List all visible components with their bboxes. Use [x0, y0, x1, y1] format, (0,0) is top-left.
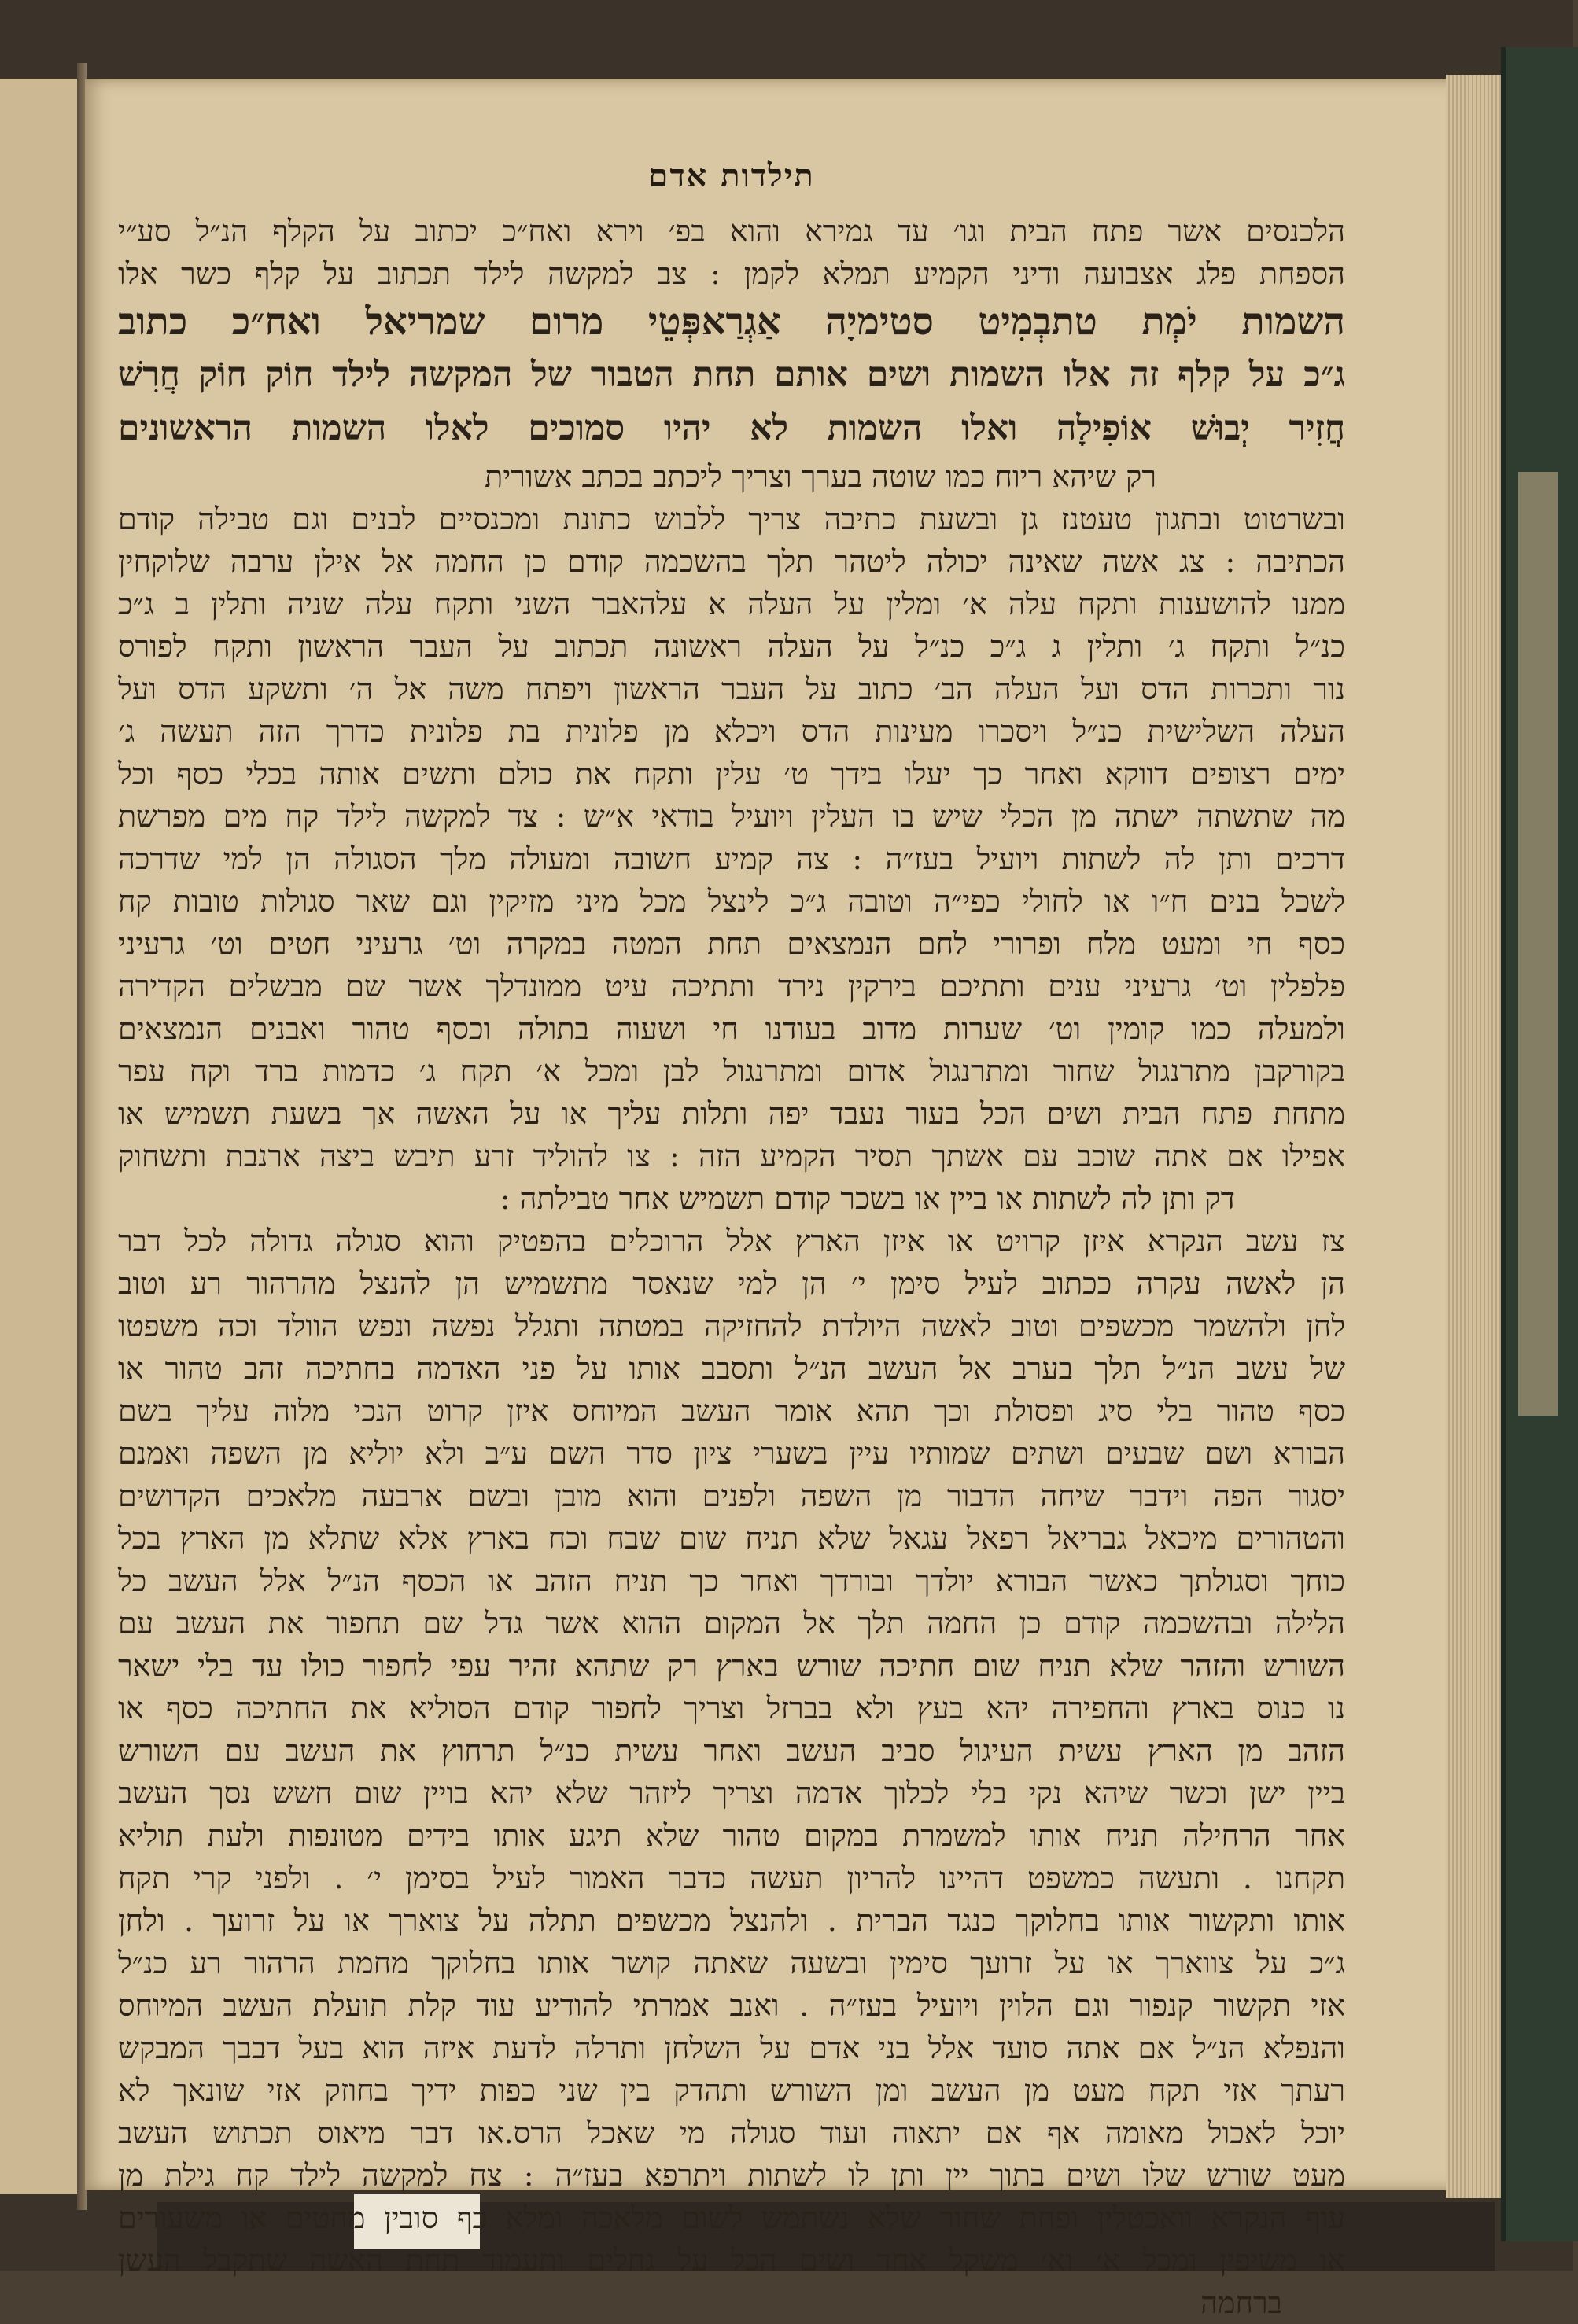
text-line: בקורקבן מתרנגול שחור ומתרנגול אדום ומתרנגול לבן ומכל א׳ תקח ג׳ כדמות ברד וקח עפר [118, 1054, 1345, 1088]
text-line: נור ותכרות הדס ועל העלה הב׳ כתוב על העבר הראשון ויפתח משה אל ה׳ ותשקע הדס ועל [118, 672, 1345, 706]
text-line: פלפלין וט׳ גרעיני ענים ותתיכם בירקין נירד ותתיכה עיט ממונדלך אשר שם מבשלים הקדירה [118, 969, 1345, 1004]
text-line: ולמעלה כמו קומין וט׳ שערות מדוב בעודנו חי ושעוה בתולה וכסף טהור ואבנים הנמצאים [118, 1011, 1345, 1046]
text-line: ג״כ על קלף זה אלו השמות ושים אותם תחת הטבור של המקשה לילד חוֹק חוֹק חֲרִשׁ [118, 355, 1345, 395]
text-line: של עשב הנ״ל תלך בערב אל העשב הנ״ל ותסבב אותו על פני האדמה בחתיכה זהב טהור או [118, 1351, 1345, 1386]
text-line: אזי תקשור קנפור וגם הלוין ויועיל בעז״ה . ואנב אמרתי להודיע עוד קלת תועלת העשב המיוחס [118, 1988, 1346, 2023]
left-page-edge [0, 79, 79, 2194]
text-line: הזהב מן הארץ עשית העיגול סביב העשב ואחר עשית כנ״ל תרחוץ את העשב עם השורש [118, 1733, 1345, 1768]
cover-wear [1518, 472, 1558, 1416]
text-line: ימים רצופים דווקא ואחר כך יעלו בידך ט׳ עלין ותקח את כולם ותשים אותה בכלי כסף וכל [118, 757, 1345, 791]
running-header: תילדות אדם [648, 157, 815, 194]
text-line: כסף טהור בלי סיג ופסולת וכך תהא אומר העשב המיוחס איזן קרוט הנכי מלוה עליך בשם [118, 1394, 1345, 1428]
text-line: ג״כ על צווארך או על זרועך סימין ובשעה שאתה קושר אותו בחלוקך מחמת הרהור רע כנ״ל [118, 1946, 1345, 1980]
text-line: כנ״ל ותקח ג׳ ותלין ג ג״כ כנ״ל על העלה ראשונה תכתוב על העבר הראשון ותקח לפורס [118, 629, 1345, 664]
text-line: אחר הרחילה תניח אותו למשמרת במקום טהור שלא תיגע אותו בידים מטונפות ולעת תוליא [118, 1818, 1345, 1853]
text-line: והנפלא הנ״ל אם אתה סועד אלל בני אדם על השלחן ותרלה לדעת איזה הוא בעל דבבך המבקש [118, 2031, 1345, 2065]
text-line: דק ותן לה לשתות או ביין או בשכר קודם תשמיש אחר טבילתה : [500, 1181, 1235, 1216]
text-line: מתחת פתח הבית ושים הכל בעור נעבד יפה ותלות עליך או על האשה אך בשעת תשמיש או [118, 1096, 1345, 1131]
text-line: הן לאשה עקרה ככתוב לעיל סימן י׳ הן למי שנאסר מתשמיש הן להנצל מהרהור רע וטוב [118, 1266, 1346, 1301]
text-line: והטהורים מיכאל גבריאל רפאל עגאל שלא תניח שום שבח וכח בארץ אלא שתלא מן הארץ בכל [118, 1521, 1345, 1556]
text-body [118, 210, 1345, 2282]
text-line: כוחך וסגולתך כאשר הבורא יולדך ובורדך ואחר כך תניח הזהב או הכסף הנ״ל אלל העשב כל [118, 1563, 1345, 1598]
text-line: הלילה ובהשכמה קודם כן החמה תלך אל המקום ההוא אשר גדל שם תחפור את העשב עם [118, 1606, 1345, 1641]
text-line: לשכל בנים ח״ו או לחולי כפי״ה וטובה ג״כ לינצל מכל מיני מזיקין וגם שאר סגולות טובות קח [118, 884, 1345, 919]
text-line: נו כנוס בארץ והחפירה יהא בעץ ולא בברזל וצריך לחפור קודם הסוליא את החתיכה כסף או [118, 1691, 1345, 1726]
text-line: העלה השלישית כנ״ל ויסכרו מעינות הדס ויכלא מן פלונית בת פלונית כדרך הזה תעשה ג׳ [118, 714, 1345, 749]
text-line: הבורא ושם שבעים ושתים שמותיו עיין בשערי ציון סדר השם ע״ב ולא יוליא מן השפה ואמנם [118, 1436, 1345, 1471]
text-line: אפילו אם אתה שוכב עם אשתך תסיר הקמיע הזה : צו להוליד זרע תיבש ביצה ארנבת ותשחוק [118, 1139, 1345, 1173]
text-line: יוכל לאכול מאומה אף אם יתאוה ועוד סגולה מי שאכל הרס.או דבר מיאוס תכתוש העשב [118, 2116, 1345, 2150]
text-line: כסף חי ומעט מלח ופרורי לחם הנמצאים תחת המטה במקרה וט׳ גרעיני חטים וט׳ גרעיני [118, 926, 1345, 961]
page-content [118, 126, 1345, 2324]
text-line: השורש והזהר שלא תניח שום חתיכה שורש בארץ רק שתהא זהיר עפי לחפור כולו עד בלי ישאר [118, 1648, 1345, 1683]
text-line: אותו ותקשור אותו בחלוקך כנגד הברית . ולהנצל מכשפים תתלה על צוארך או על זרועך . ולחן [118, 1903, 1345, 1938]
text-line: ובשרטוט ובתגון טעטנז גן ובשעת כתיבה צריך ללבוש כתונת ומכנסיים לבנים וגם טבילה קודם [118, 502, 1345, 536]
text-line: דרכים ותן לה לשתות ויועיל בעז״ה : צה קמיע חשובה ומעולה מלך הסגולה הן למי שדרכה [118, 842, 1345, 876]
text-line: או משיפין ומכל א׳ וא׳ משקל אחד ושים הכל על גחלים ותעמוד תחת האשה שתקבל העשן [118, 2243, 1345, 2278]
text-line: מעט שורש שלו ושים בתוך יין ותן לו לשתות ויתרפא בעז״ה : צח למקשה לילד קח גילת מן [118, 2158, 1345, 2193]
text-line: הכתיבה : צג אשה שאינה יכולה ליטהר תלך בהשכמה קודם כן החמה אל אילן ערבה שלוקחין [118, 544, 1345, 579]
text-line: מה שתשתה ישתה מן הכלי שיש בו העלין ויועיל בודאי א״ש : צד למקשה לילד קח מים מפרשת [118, 799, 1345, 834]
text-line: צז עשב הנקרא איזן קרויט או איזן הארץ אלל הרוכלים בהפטיק והוא סגולה גדולה לכל דבר [118, 1224, 1345, 1258]
text-line: תקחנו . ותעשה כמשפט דהיינו להריון תעשה כדבר האמור לעיל בסימן י׳ . ולפני קרי תקח [118, 1861, 1345, 1895]
text-line: הספחת פלג אצבועה ודיני הקמיע תמלא לקמן : צב למקשה לילד תכתוב על קלף כשר אלו [118, 256, 1345, 291]
text-line: חֲזִיר יְבוּשׁ אוֹפִילָה ואלו השמות לא יהיו סמוכים לאלו השמות הראשונים [118, 408, 1345, 448]
text-line: רעתך אזי תקח מעט מן העשב ומן השורש ותהדק בין שני כפות ידיך בחוזק אזי שונאך לא [118, 2073, 1345, 2108]
text-line: רק שיהא ריוח כמו שוטה בערך וצריך ליכתב בכתב אשורית [485, 459, 1156, 494]
text-line: ביין ישן וכשר שיהא נקי בלי לכלוך אדמה וצריך ליזהר שלא יהא בויין שום חשש נסך העשב [118, 1776, 1345, 1810]
text-line: השמות יֹמְת טתבְמִיט סטימיָה אַגְרַאפְּטֵי מרום שמריאל ואח״כ כתוב [118, 300, 1345, 344]
text-line: יסגור הפה וידבר שיחה הדבור מן השפה ולפנים והוא מובן ובשם ארבעה מלאכים הקדושים [118, 1479, 1345, 1513]
text-line: עוף הנקרא וואכטלין ופחת שחור שלא נשתמש לשום מלאכה ומלא כף סובין מחטים או משעורים [118, 2201, 1345, 2235]
text-line: ממנו להושענות ותקח עלה א׳ ומלין על העלה א עלהאבר השני ותקח עלה שניה ותלין ב ג״כ [118, 587, 1345, 621]
catchword: ברחמה [1200, 2285, 1282, 2320]
text-line: הלכנסים אשר פתח הבית וגו׳ עד גמירא והוא בפ׳ וירא ואח״כ יכתוב על הקלף הנ״ל סע״י [118, 214, 1345, 249]
page-stack-edges [1446, 75, 1501, 2198]
text-line: לחן ולהשמר מכשפים וטוב לאשה היולדת להחזיקה במטתה ותגלל נפשה ונפש הוולד וכה משפטו [118, 1309, 1345, 1343]
